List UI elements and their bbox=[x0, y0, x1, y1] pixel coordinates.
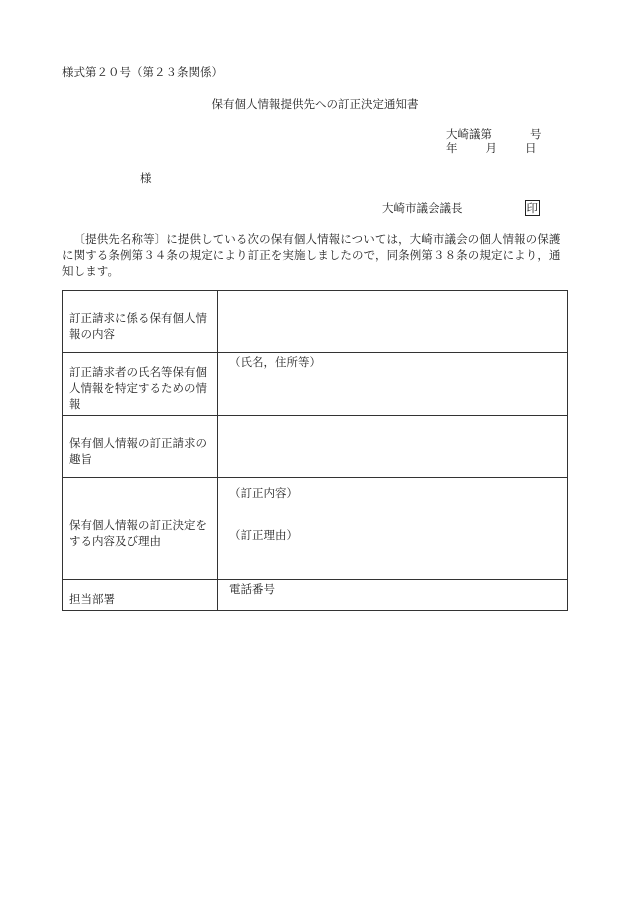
form-number: 様式第２０号（第２３条関係） bbox=[62, 65, 223, 79]
row-value-field[interactable] bbox=[218, 478, 568, 580]
row-value-field[interactable] bbox=[218, 416, 568, 478]
row-value-field[interactable] bbox=[218, 291, 568, 353]
body-paragraph: 〔提供先名称等〕に提供している次の保有個人情報については，大崎市議会の個人情報の保護に関する条例第３４条の規定により訂正を実施しましたので，同条例第３８条の規定により，通知します。 bbox=[62, 232, 561, 278]
row-label: 訂正請求に係る保有個人情報の内容 bbox=[63, 291, 218, 353]
table-row bbox=[63, 353, 568, 416]
table-row bbox=[63, 416, 568, 478]
date-month: 月 bbox=[485, 141, 497, 155]
row-label: 訂正請求者の氏名等保有個人情報を特定するための情報 bbox=[63, 353, 218, 416]
reference-number-prefix: 大崎議第 bbox=[446, 127, 492, 141]
reference-date bbox=[446, 140, 537, 156]
row-label: 保有個人情報の訂正請求の趣旨 bbox=[63, 416, 218, 478]
row-value-field[interactable]: （氏名，住所等） bbox=[218, 353, 568, 416]
table-row bbox=[63, 291, 568, 353]
row-label: 保有個人情報の訂正決定をする内容及び理由 bbox=[63, 478, 218, 580]
document-title: 保有個人情報提供先への訂正決定通知書 bbox=[211, 97, 419, 111]
seal-stamp: 印 bbox=[526, 201, 538, 215]
correction-reason-label: （訂正理由） bbox=[229, 528, 298, 542]
row-label: 担当部署 bbox=[63, 580, 218, 611]
date-year: 年 bbox=[446, 141, 458, 155]
sender-name: 大崎市議会議長 bbox=[382, 201, 463, 215]
phone-number-field[interactable]: 電話番号 bbox=[218, 580, 568, 611]
reference-number-suffix: 号 bbox=[530, 127, 542, 141]
sender-line bbox=[382, 200, 540, 216]
date-day: 日 bbox=[525, 141, 537, 155]
table-row bbox=[63, 580, 568, 611]
info-table bbox=[62, 290, 568, 611]
recipient-line: 様 bbox=[140, 171, 152, 185]
table-row bbox=[63, 478, 568, 580]
correction-content-label: （訂正内容） bbox=[229, 486, 298, 500]
